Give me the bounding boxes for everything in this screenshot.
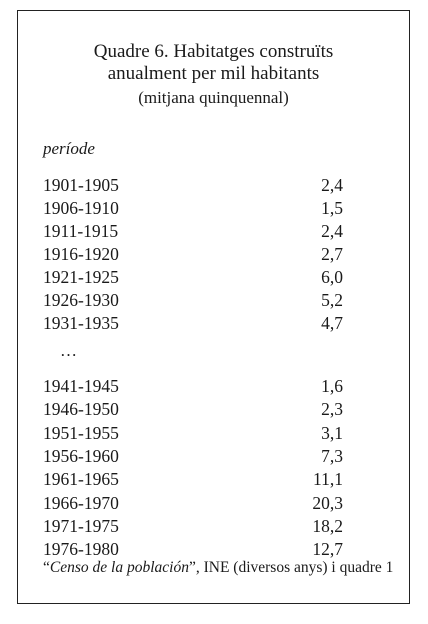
source-note	[43, 558, 403, 577]
value-cell: 18,2	[312, 515, 343, 536]
table-row	[43, 197, 343, 219]
period-cell: 1951-1955	[43, 422, 119, 443]
period-cell: 1906-1910	[43, 198, 119, 218]
period-cell: 1961-1965	[43, 469, 119, 490]
table-title-line-1: Quadre 6. Habitatges construïts	[93, 41, 334, 62]
column-header-period: període	[43, 139, 95, 158]
table-row	[43, 312, 343, 334]
period-cell: 1916-1920	[43, 244, 119, 264]
table-title-line-2: anualment per mil habitants	[107, 63, 320, 84]
period-cell: 1921-1925	[43, 267, 119, 287]
table-row	[43, 289, 343, 311]
value-cell: 7,3	[321, 445, 343, 466]
table-row	[43, 220, 343, 242]
period-cell: 1926-1930	[43, 290, 119, 310]
value-cell: 20,3	[312, 492, 343, 513]
table-row	[43, 538, 343, 560]
period-cell: 1946-1950	[43, 399, 119, 420]
value-cell: 11,1	[313, 469, 343, 490]
period-cell: 1956-1960	[43, 445, 119, 466]
period-cell: 1911-1915	[43, 221, 119, 241]
table-subtitle: (mitjana quinquennal)	[138, 88, 289, 107]
period-cell: 1941-1945	[43, 376, 119, 396]
period-cell: 1966-1970	[43, 492, 119, 513]
value-cell: 4,7	[321, 313, 343, 333]
table-row	[43, 243, 343, 265]
table-row	[43, 492, 343, 514]
table-row	[43, 515, 343, 537]
table-row	[43, 375, 343, 397]
value-cell: 2,3	[321, 399, 343, 420]
gap-ellipsis: …	[60, 341, 77, 360]
table-frame	[17, 10, 410, 604]
table-row	[43, 398, 343, 420]
value-cell: 3,1	[321, 422, 343, 443]
period-cell: 1976-1980	[43, 539, 119, 560]
value-cell: 2,4	[321, 221, 343, 241]
period-cell: 1971-1975	[43, 515, 119, 536]
source-rest: ”, INE (diversos anys) i quadre 1	[188, 559, 394, 576]
value-cell: 12,7	[312, 539, 343, 560]
value-cell: 5,2	[321, 290, 343, 310]
table-row	[43, 266, 343, 288]
value-cell: 2,4	[321, 175, 343, 195]
value-cell: 2,7	[321, 244, 343, 264]
table-row	[43, 174, 343, 196]
value-cell: 1,6	[321, 376, 343, 396]
value-cell: 6,0	[321, 267, 343, 287]
table-row	[43, 445, 343, 467]
period-cell: 1931-1935	[43, 313, 119, 333]
table-row	[43, 468, 343, 490]
source-title: Censo de la población	[49, 559, 189, 576]
period-cell: 1901-1905	[43, 175, 119, 195]
table-row	[43, 422, 343, 444]
source-open-quote: “	[43, 559, 50, 576]
value-cell: 1,5	[321, 198, 343, 218]
